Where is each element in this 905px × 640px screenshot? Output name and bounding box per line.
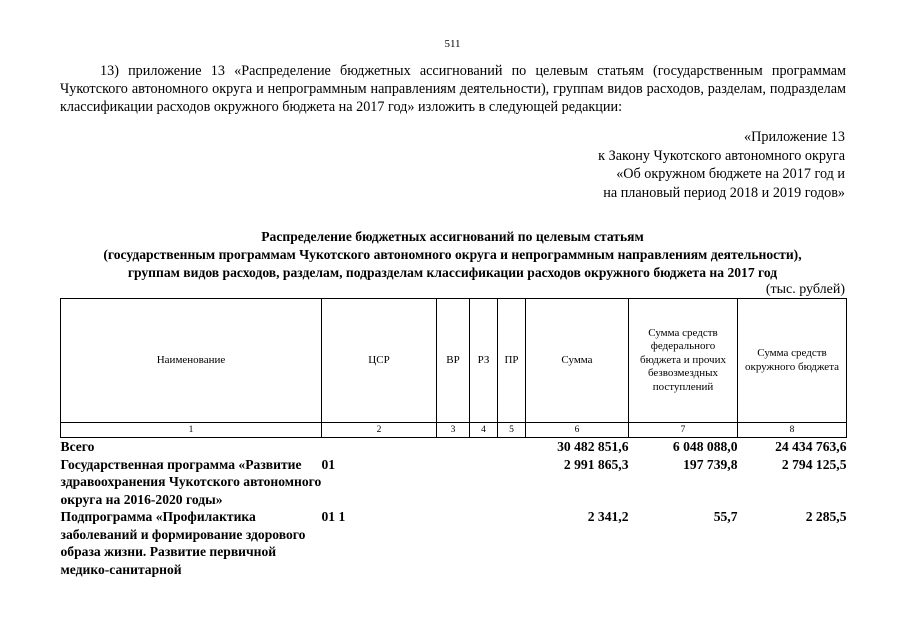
appendix-line: на плановый период 2018 и 2019 годов» (603, 184, 845, 201)
row-federal: 55,7 (713, 509, 738, 524)
column-number: 7 (629, 423, 738, 438)
row-name: Государственная программа «Развитие здравоохранения Чукотского автономного округа на 2016-2020 годы» (60, 456, 322, 507)
row-pr (498, 456, 526, 509)
column-number: 2 (322, 423, 437, 438)
units-label: (тыс. рублей) (765, 282, 845, 297)
header-vr: ВР (437, 299, 470, 423)
header-csr: ЦСР (322, 299, 437, 423)
row-federal: 197 739,8 (683, 456, 738, 472)
column-number: 5 (498, 423, 526, 438)
intro-text: 13) приложение 13 «Распределение бюджетных ассигнований по целевым статьям (государственным программам Чукотского автономного округа и непрограммным направлениям деятельности), группам видов расходов, разделам, подразделам классификации расходов окружного бюджета на 2017 год» изложить в следующей редакции: (60, 63, 846, 115)
row-name: Подпрограмма «Профилактика заболеваний и формирование здорового образа жизни. Развитие первичной медико-санитарной (60, 509, 306, 577)
column-number: 3 (437, 423, 470, 438)
column-number: 4 (470, 423, 498, 438)
header-rz: РЗ (470, 299, 498, 423)
header-district: Сумма средств окружного бюджета (738, 299, 847, 423)
title-line: группам видов расходов, разделам, подразделам классификации расходов окружного бюджета на 2017 год (127, 265, 778, 280)
row-district: 24 434 763,6 (775, 439, 847, 454)
header-sum: Сумма (526, 299, 629, 423)
column-number: 6 (526, 423, 629, 438)
page-number: 511 (444, 38, 461, 50)
row-sum: 30 482 851,6 (557, 439, 629, 454)
row-vr (437, 456, 470, 509)
title-line: Распределение бюджетных ассигнований по целевым статьям (261, 229, 644, 244)
appendix-reference (598, 128, 845, 202)
column-number: 8 (738, 423, 847, 438)
row-vr (437, 438, 470, 456)
appendix-line: «Приложение 13 (744, 129, 845, 145)
row-federal: 6 048 088,0 (672, 439, 738, 454)
row-district: 2 794 125,5 (781, 456, 847, 472)
row-pr (498, 438, 526, 456)
row-csr: 01 (321, 456, 336, 472)
table-header-row (61, 299, 847, 423)
appendix-line: «Об окружном бюджете на 2017 год и (616, 166, 845, 182)
row-csr (322, 438, 437, 456)
title-line: (государственным программам Чукотского автономного округа и непрограммным направлениям деятельности), (103, 247, 802, 262)
row-pr (498, 508, 526, 578)
row-rz (470, 456, 498, 509)
row-rz (470, 508, 498, 578)
row-name: Всего (60, 439, 95, 454)
header-name: Наименование (61, 299, 322, 423)
row-rz (470, 438, 498, 456)
table-title (40, 228, 865, 282)
budget-table (60, 298, 847, 578)
row-sum: 2 341,2 (587, 509, 629, 524)
row-vr (437, 508, 470, 578)
header-pr: ПР (498, 299, 526, 423)
row-sum: 2 991 865,3 (563, 456, 629, 472)
row-csr: 01 1 (321, 509, 346, 524)
table-row-total (61, 438, 847, 456)
column-number: 1 (61, 423, 322, 438)
table-row-program (61, 456, 847, 509)
appendix-line: к Закону Чукотского автономного округа (598, 147, 845, 164)
intro-paragraph (60, 62, 846, 116)
table-row-subprogram (61, 508, 847, 578)
row-district: 2 285,5 (805, 509, 847, 524)
header-federal: Сумма средств федерального бюджета и прочих безвозмездных поступлений (629, 299, 738, 423)
column-number-row (61, 423, 847, 438)
